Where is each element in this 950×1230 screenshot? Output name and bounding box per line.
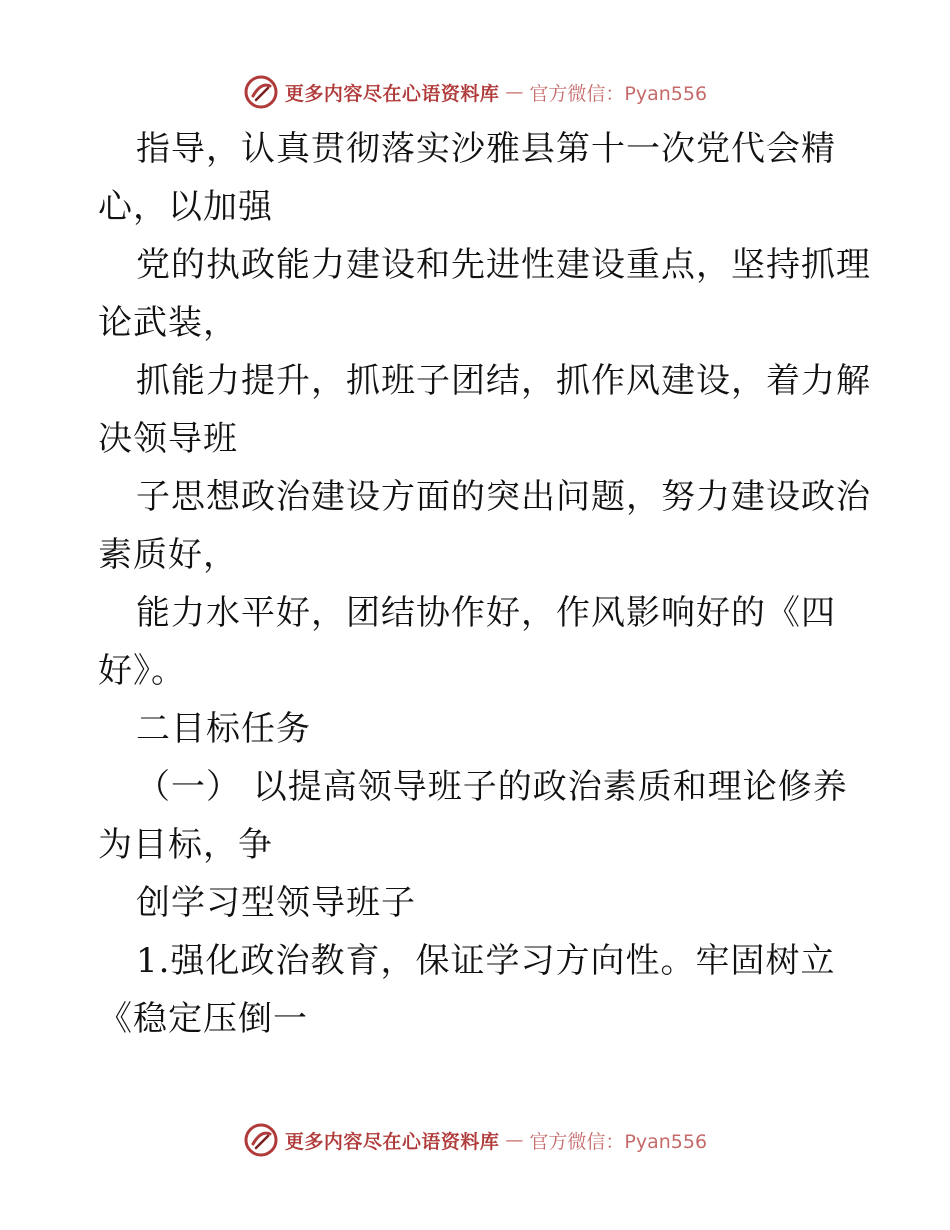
site-logo-icon <box>243 74 279 110</box>
paragraph-line: 决领导班 <box>98 419 238 459</box>
paragraph-line: 抓能力提升，抓班子团结，抓作风建设，着力解 <box>136 361 871 401</box>
paragraph-line: 子思想政治建设方面的突出问题，努力建设政治 <box>136 477 871 517</box>
paragraph-line: 素质好， <box>98 535 238 575</box>
paragraph-line: 1.强化政治教育，保证学习方向性。牢固树立 <box>136 941 836 981</box>
site-logo-icon <box>243 1122 279 1158</box>
header-wechat-text: 官方微信：Pyan556 <box>529 82 708 105</box>
document-body <box>98 120 871 1048</box>
footer-separator: — <box>505 1129 524 1151</box>
header-site-text: 更多内容尽在心语资料库 <box>284 82 500 105</box>
paragraph-line: 创学习型领导班子 <box>136 883 416 923</box>
paragraph-line: 党的执政能力建设和先进性建设重点，坚持抓理 <box>136 245 871 285</box>
paragraph-line: 心，以加强 <box>98 187 273 227</box>
header-banner <box>0 70 950 114</box>
paragraph-line: 好》。 <box>98 651 186 691</box>
footer-banner <box>0 1118 950 1162</box>
paragraph-line: 为目标，争 <box>98 825 273 865</box>
subsection-heading: （一） 以提高领导班子的政治素质和理论修养 <box>136 767 848 807</box>
header-separator: — <box>505 81 524 103</box>
section-heading: 二目标任务 <box>136 709 311 749</box>
footer-wechat-text: 官方微信：Pyan556 <box>529 1130 708 1153</box>
paragraph-line: 指导，认真贯彻落实沙雅县第十一次党代会精 <box>136 129 836 169</box>
paragraph-line: 论武装， <box>98 303 238 343</box>
paragraph-line: 能力水平好，团结协作好，作风影响好的《四 <box>136 593 836 633</box>
footer-site-text: 更多内容尽在心语资料库 <box>284 1130 500 1153</box>
paragraph-line: 《稳定压倒一 <box>98 999 308 1039</box>
